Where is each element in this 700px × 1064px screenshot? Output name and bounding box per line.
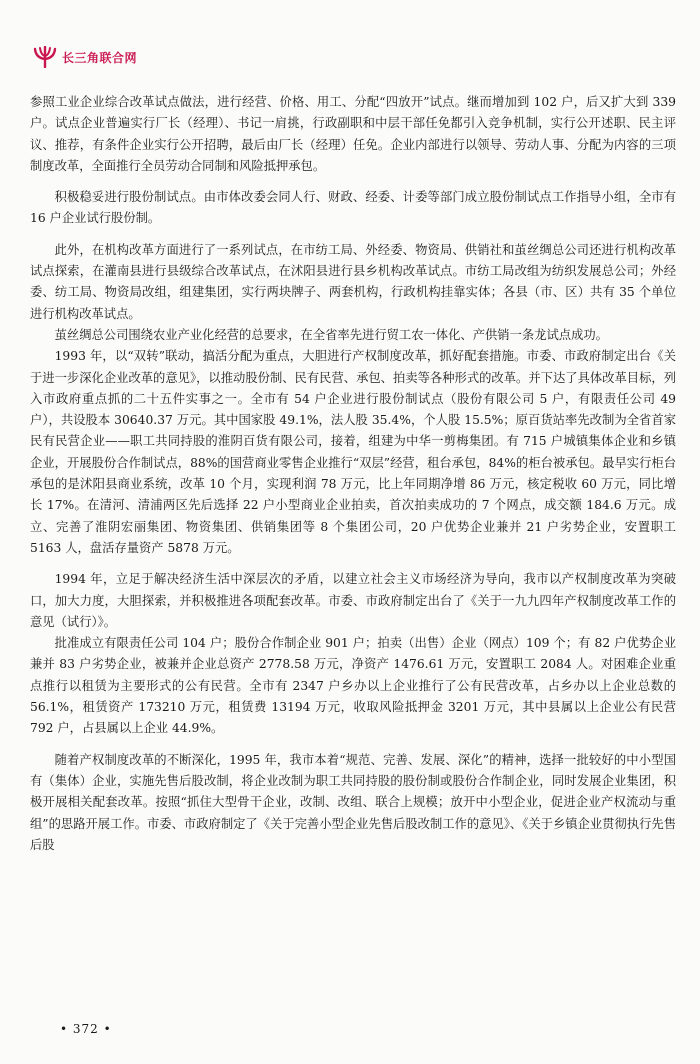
trident-logo-icon: [30, 46, 60, 68]
site-header: [30, 46, 137, 68]
paragraph: 茧丝绸总公司围绕农业产业化经营的总要求，在全省率先进行贸工农一体化、产供销一条龙试点成功。: [54, 327, 608, 342]
paragraph: 批准成立有限责任公司 104 户；股份合作制企业 901 户；拍卖（出售）企业（网点）109 个；有 82 户优势企业兼并 83 户劣势企业，被兼并企业总资产 2778.58 万元，净资产 1476.61 万元，安置职工 2084 人。对困难企业重点推行以租赁为主要形式的公有民营。全市有 2347 户乡办以上企业推行了公有民营改革，占乡办以上企业总数的 56.1%，租赁资产 173210 万元，租赁费 13194 万元，收取风险抵押金 3201 万元，其中县属以上企业公有民营 792 户，占县属以上企业 44.9%。: [30, 636, 676, 736]
site-name: 长三角联合网: [62, 50, 138, 65]
paragraph: 1993 年，以“双转”联动，搞活分配为重点，大胆进行产权制度改革，抓好配套措施。市委、市政府制定出台《关于进一步深化企业改革的意见》，以推动股份制、民有民营、承包、拍卖等各种形式的改革。并下达了具体改革目标，列入市政府重点抓的二十五件实事之一。全市有 54 户企业进行股份制试点（股份有限公司 5 户，有限责任公司 49 户），共设股本 30640.37 万元。其中国家股 49.1%，法人股 35.4%，个人股 15.5%；原百货站率先改制为全省首家民有民营企业——职工共同持股的淮阴百货有限公司，接着，组建为中华一剪梅集团。有 715 户城镇集体企业和乡镇企业，开展股份合作制试点，88%的国营商业零售企业推行“双层”经营，租台承包，84%的柜台被承包。最早实行柜台承包的是沭阳县商业系统，改革 10 个月，实现利润 78 万元，比上年同期净增 86 万元，核定税收 60 万元，同比增长 17%。在清河、清浦两区先后选择 22 户小型商业企业拍卖，首次拍卖成功的 7 个网点，成交额 184.6 万元。成立、完善了淮阴宏丽集团、物资集团、供销集团等 8 个集团公司，20 户优势企业兼并 21 户劣势企业，安置职工 5163 人，盘活存量资产 5878 万元。: [30, 349, 676, 555]
paragraph: 此外，在机构改革方面进行了一系列试点，在市纺工局、外经委、物资局、供销社和茧丝绸总公司还进行机构改革试点探索，在灌南县进行县级综合改革试点，在沭阳县进行县乡机构改革试点。市纺工局改组为纺织发展总公司；外经委、纺工局、物资局改组，组建集团，实行两块牌子、两套机构，行政机构挂靠实体；各县（市、区）共有 35 个单位进行机构改革试点。: [30, 242, 676, 321]
paragraph: 参照工业企业综合改革试点做法，进行经营、价格、用工、分配“四放开”试点。继而增加到 102 户，后又扩大到 339 户。试点企业普遍实行厂长（经理）、书记一肩挑，行政副职和中层干部任免都引入竞争机制，实行公开述职、民主评议、推荐，有条件企业实行公开招聘，最后由厂长（经理）任免。企业内部进行以领导、劳动人事、分配为内容的三项制度改革，全面推行全员劳动合同制和风险抵押承包。: [30, 95, 676, 173]
page-number: • 372 •: [60, 1022, 112, 1036]
paragraph: 随着产权制度改革的不断深化，1995 年，我市本着“规范、完善、发展、深化”的精神，选择一批较好的中小型国有（集体）企业，实施先售后股改制，将企业改制为职工共同持股的股份制或股份合作制企业，同时发展企业集团，积极开展相关配套改革。按照“抓住大型骨干企业，改制、改组、联合上规模；放开中小型企业，促进企业产权流动与重组”的思路开展工作。市委、市政府制定了《关于完善小型企业先售后股改制工作的意见》、《关于乡镇企业贯彻执行先售后股: [30, 752, 676, 852]
paragraph: 1994 年，立足于解决经济生活中深层次的矛盾，以建立社会主义市场经济为导向，我市以产权制度改革为突破口，加大力度，大胆探索，并积极推进各项配套改革。市委、市政府制定出台了《关于一九九四年产权制度改革工作的意见（试行）》。: [30, 572, 676, 629]
paragraph: 积极稳妥进行股份制试点。由市体改委会同人行、财政、经委、计委等部门成立股份制试点工作指导小组，全市有 16 户企业试行股份制。: [30, 190, 676, 226]
article-body: [30, 92, 676, 856]
